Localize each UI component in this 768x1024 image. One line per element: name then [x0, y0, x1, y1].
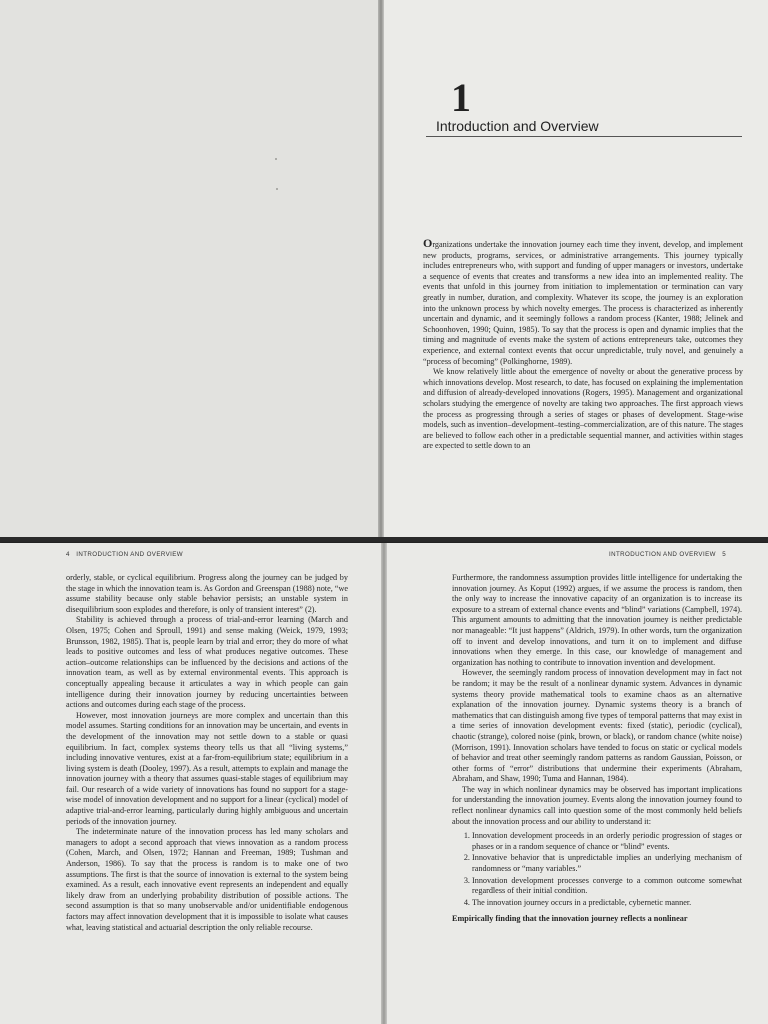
body-paragraph: However, most innovation journeys are more complex and uncertain than this model assumes. Starting conditions for an innovation may be uncertain, and events in the development of the innovation may not settle down to a stable or quasi equilibrium. In fact, complex systems theory tells us that all “living systems,” including innovative ventures, exist at a far-from-equilibrium state; equilibrium in a living system is death (Dooley, 1997). As a result, attempts to explain and manage the innovation journey with a theory that assumes quasi-stable stages of equilibrium may fail. Our research of a wide variety of innovations has found no support for a stage-wise model of innovation development and no support for a linear (cyclical) model of adaptive trial-and-error learning, particularly during highly ambiguous and uncertain periods of the innovation journey.	[66, 710, 348, 826]
closing-line: Empirically finding that the innovation journey reflects a nonlinear	[452, 914, 688, 924]
page-4	[0, 543, 384, 1024]
chapter-paragraph	[423, 238, 743, 367]
chapter-title: Introduction and Overview	[436, 118, 599, 134]
body-paragraph: Stability is achieved through a process of trial-and-error learning (March and Olsen, 1975; Cohen and Sproull, 1991) and sense making (Weick, 1979, 1993; Brunsson, 1982, 1985). That is, people learn by trial and error; they do more of what leads to positive outcomes and less of what produces negative outcomes. These action–outcome relationships can be influenced by the decisions and actions of the innovation team, as well as by external environmental events. This approach is conceptually appealing because it articulates a way in which people can gain intelligence during their innovation journey by reducing uncertainties between actions and outcomes during each stage of the process.	[66, 615, 348, 710]
running-head	[609, 551, 726, 558]
chapter-paragraph: We know relatively little about the emergence of novelty or about the generative process by which innovations develop. Most research, to date, has focused on explaining the implementation and diffusion of already-developed innovations (Rogers, 1995). Management and organizational scholars studying the emergence of novelty are taking two approaches. The first approach views the process as progressing through a series of stages or phases of development. Stage-wise models, such as invention–development–testing–commercialization, are of this nature. The stages are believed to follow each other in a predictable sequential manner, and activities within stages are expected to settle down to an	[423, 367, 743, 451]
chapter-body	[423, 238, 743, 452]
drop-cap: O	[423, 236, 433, 250]
book-gutter	[381, 543, 387, 1024]
running-head	[66, 551, 183, 558]
page-number: 5	[722, 551, 727, 558]
body-paragraph: The indeterminate nature of the innovation process has led many scholars and managers to adopt a second approach that views innovation as a random process (Cohen, March, and Olsen, 1972; Hannan and Freeman, 1989; Tushman and Anderson, 1986). To say that the process is random is to make one of two assumptions. The first is that the source of innovation is external to the system being examined. As a result, each innovative event represents an independent and equally likely draw from an underlying probability distribution of possible actions. The second assumption is that so many unobservable and/or unidentifiable endogenous factors may affect innovation development that it is impossible to isolate what causes what, leaving statistical and actuarial description the only reliable recourse.	[66, 827, 348, 932]
page-5	[384, 543, 768, 1024]
book-gutter	[378, 0, 384, 537]
paragraph-text: rganizations undertake the innovation journey each time they invent, develop, and implement new products, programs, services, or administrative arrangements. This journey typically includes entrepreneurs who, with support and funding of upper managers or investors, undertake a sequence of events that creates and transforms a new idea into an implemented reality. The events that unfold in this journey from initiation to implementation or termination can vary greatly in number, duration, and complexity. Whatever its scope, the journey is an exploration into the unknown process by which novelty emerges. The process is characterized as inherently uncertain and dynamic, and it seemingly follows a random process (Kanter, 1988; Jelinek and Schoonhoven, 1990; Quinn, 1985). To say that the process is open and dynamic implies that the timing and magnitude of events make the system of actions entrepreneurs take, outcomes they experience, and external context events that occur unpredictable, truly novel, and genuinely a “process of becoming” (Polkinghorne, 1989).	[423, 240, 743, 366]
list-item: 4. The innovation journey occurs in a predictable, cybernetic manner.	[472, 898, 742, 909]
page-4-body	[66, 573, 348, 933]
body-paragraph: Furthermore, the randomness assumption provides little intelligence for undertaking the innovation journey. As Koput (1992) argues, if we assume the process is random, then the only way to increase the innovative capacity of an organization is to increase its exposure to a stream of external chance events and “blind” variations (Campbell, 1974). This argument amounts to admitting that the innovation journey is neither predictable nor manageable: “It just happens” (Aldrich, 1979). In other words, turn the organization off to invent and develop innovations, and turn it on to implement and diffuse innovations when they emerge. In this case, our knowledge of management and organization has nothing to contribute to innovation invention and development.	[452, 573, 742, 667]
numbered-list	[452, 831, 742, 908]
title-rule	[426, 136, 742, 137]
body-paragraph: The way in which nonlinear dynamics may be observed has important implications for understanding the innovation journey. Events along the innovation journey found to reflect nonlinear dynamics call into question some of the most commonly held beliefs about the innovation process and our ability to understand it:	[452, 784, 742, 826]
list-item: 3. Innovation development processes converge to a common outcome somewhat regardless of their initial condition.	[472, 876, 742, 897]
chapter-opening-page	[381, 0, 768, 537]
body-paragraph: However, the seemingly random process of innovation development may in fact not be random; it may be the result of a nonlinear dynamic system. Advances in dynamic systems theory provide mathematical tools to examine chaos as an alternative explanation of the innovation journey. Dynamic systems theory is a branch of mathematics that can distinguish among five types of temporal patterns that may exist in a time series of innovation development events: fixed (static), periodic (cyclical), chaotic (strange), colored noise (pink, brown, or black), or random chance (white noise) (Morrison, 1991). Innovation scholars have tended to focus on static or cyclical models of behavior and treat other seemingly random patterns as random Gaussian, Poisson, or other forms of “error” distributions that undermine their experiments (Abraham, Abraham, and Shaw, 1990; Tuma and Hannan, 1984).	[452, 668, 742, 784]
body-paragraph: orderly, stable, or cyclical equilibrium. Progress along the journey can be judged by the stage in which the innovation team is. As Gordon and Greenspan (1988) note, “we assume stability because only stable behavior persists; an unstable system in disequilibrium soon explodes and therefore, is only of transient interest” (2).	[66, 573, 348, 614]
page-5-body	[452, 573, 742, 925]
list-item: 2. Innovative behavior that is unpredictable implies an underlying mechanism of randomness or “many variables.”	[472, 853, 742, 874]
page-speck	[275, 158, 277, 160]
blank-left-page	[0, 0, 381, 537]
running-head-text: INTRODUCTION AND OVERVIEW	[76, 551, 184, 558]
page-speck	[276, 188, 278, 190]
chapter-number: 1	[451, 75, 471, 120]
list-item: 1. Innovation development proceeds in an orderly periodic progression of stages or phases or in a random sequence of chance or “blind” events.	[472, 831, 742, 852]
running-head-text: INTRODUCTION AND OVERVIEW	[609, 551, 716, 558]
page-number: 4	[66, 551, 70, 558]
